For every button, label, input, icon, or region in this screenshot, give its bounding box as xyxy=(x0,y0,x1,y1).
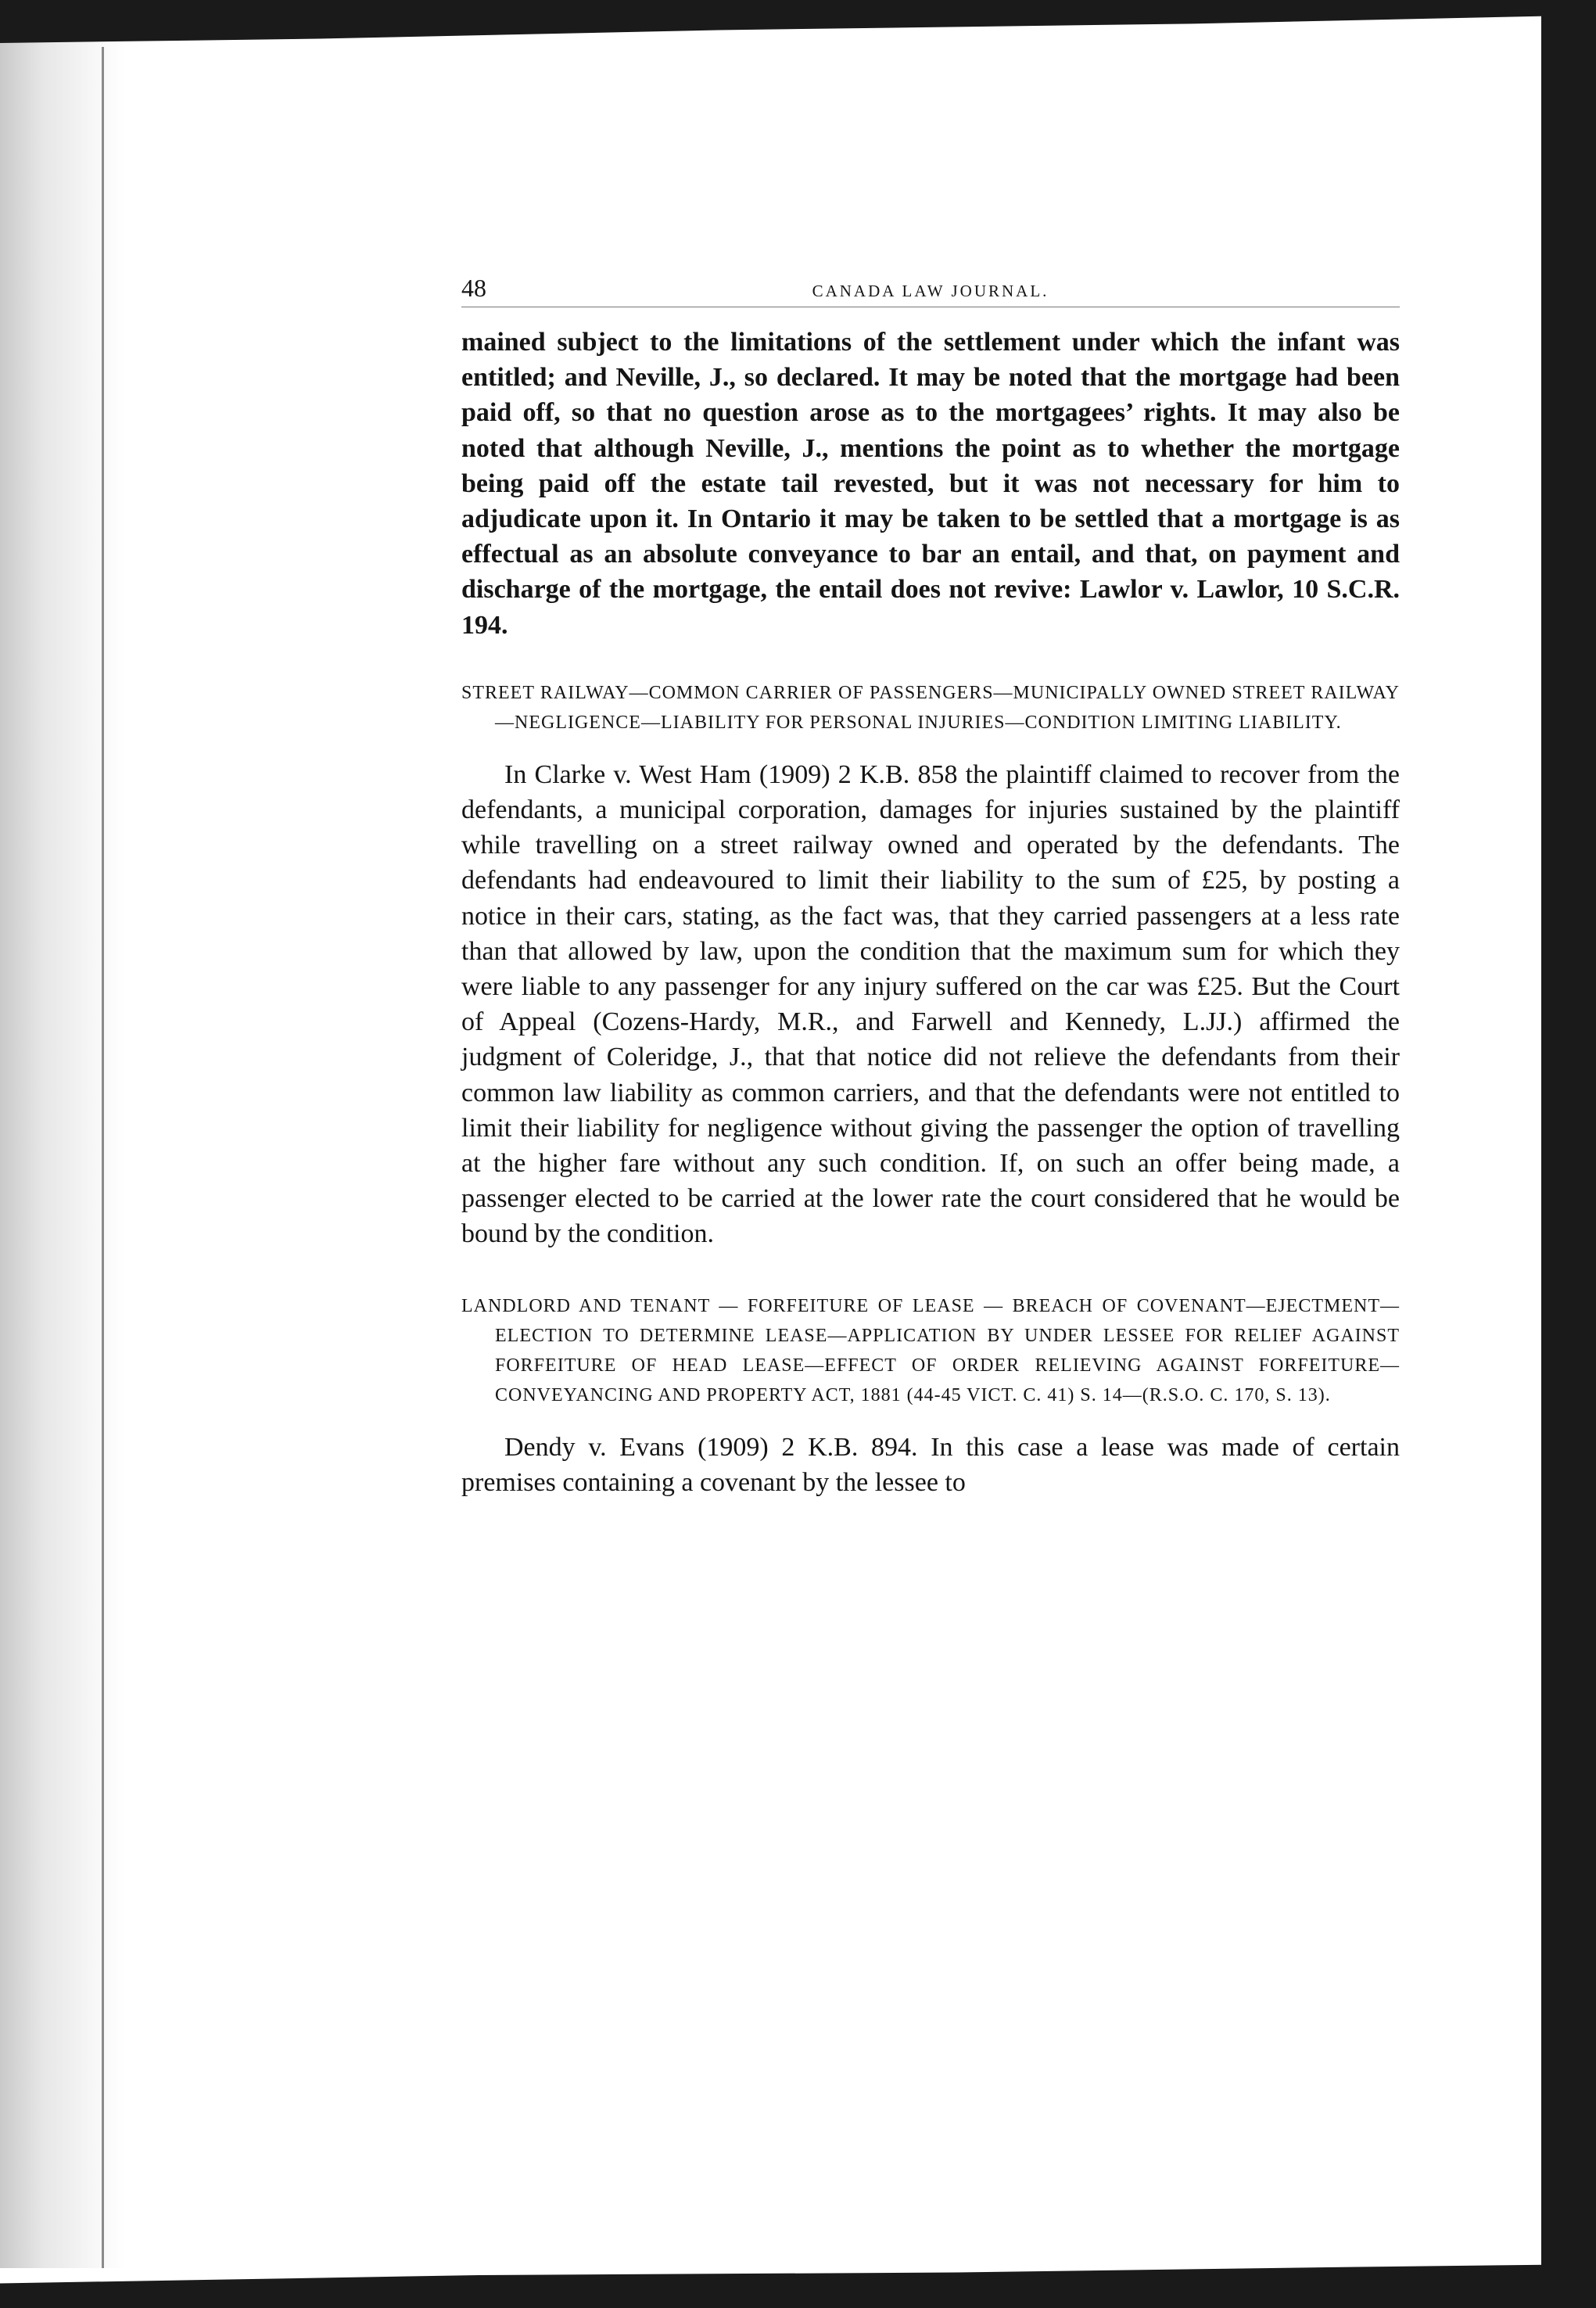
paragraph-clarke-v-west-ham: In Clarke v. West Ham (1909) 2 K.B. 858 the plaintiff claimed to recover from the defendants, a municipal corporation, damages for injuries sustained by the plaintiff while travelling on a street railway owned and operated by the defendants. The defendants had endeavoured to limit their liability to the sum of £25, by posting a notice in their cars, stating, as the fact was, that they carried passengers at a less rate than that allowed by law, upon the condition that the maximum sum for which they were liable to any passenger for any injury suffered on the car was £25. But the Court of Appeal (Cozens-Hardy, M.R., and Farwell and Kennedy, L.JJ.) affirmed the judgment of Coleridge, J., that that notice did not relieve the defendants from their common law liability as common carriers, and that the defendants were not entitled to limit their liability for negligence without giving the passenger the option of travelling at the higher fare without any such condition. If, on such an offer being made, a passenger elected to be carried at the lower rate the court considered that he would be bound by the condition. xyxy=(461,759,1400,1249)
paragraph-continuation: mained subject to the limitations of the settlement under which the infant was entitled; and Neville, J., so declared. It may be noted that the mortgage had been paid off, so that no question arose as to the mortgagees’ rights. It may also be noted that although Neville, J., mentions the point as to whether the mortgage being paid off the estate tail revested, but it was not necessary for him to adjudicate upon it. In Ontario it may be taken to be settled that a mortgage is as effectual as an absolute conveyance to bar an entail, and that, on payment and discharge of the mortgage, the entail does not revive: Lawlor v. Lawlor, 10 S.C.R. 194. xyxy=(461,328,1400,640)
section-heading-street-railway: STREET RAILWAY—COMMON CARRIER OF PASSENGERS—MUNICIPALLY OWNED STREET RAILWAY—NEGLIGENCE—LIABILITY FOR PERSONAL INJURIES—CONDITION LIMITING LIABILITY. xyxy=(461,682,1400,733)
running-head xyxy=(461,272,1400,307)
journal-title: CANADA LAW JOURNAL. xyxy=(812,282,1049,300)
section-heading-landlord-tenant: LANDLORD AND TENANT — FORFEITURE OF LEASE — BREACH OF COVENANT—EJECTMENT—ELECTION TO DETERMINE LEASE—APPLICATION BY UNDER LESSEE FOR RELIEF AGAINST FORFEITURE OF HEAD LEASE—EFFECT OF ORDER RELIEVING AGAINST FORFEITURE—CONVEYANCING AND PROPERTY ACT, 1881 (44-45 VICT. C. 41) S. 14—(R.S.O. C. 170, S. 13). xyxy=(461,1295,1400,1405)
scan-binding-line xyxy=(102,47,104,2268)
scan-left-margin xyxy=(0,31,125,2268)
scan-top-edge xyxy=(0,0,1596,43)
page-number: 48 xyxy=(461,274,486,302)
paragraph-dendy-v-evans: Dendy v. Evans (1909) 2 K.B. 894. In this case a lease was made of certain premises containing a covenant by the lessee to xyxy=(461,1432,1400,1497)
journal-page xyxy=(461,272,1400,1500)
scan-right-edge xyxy=(1541,0,1596,2308)
scan-bottom-edge xyxy=(0,2253,1596,2308)
